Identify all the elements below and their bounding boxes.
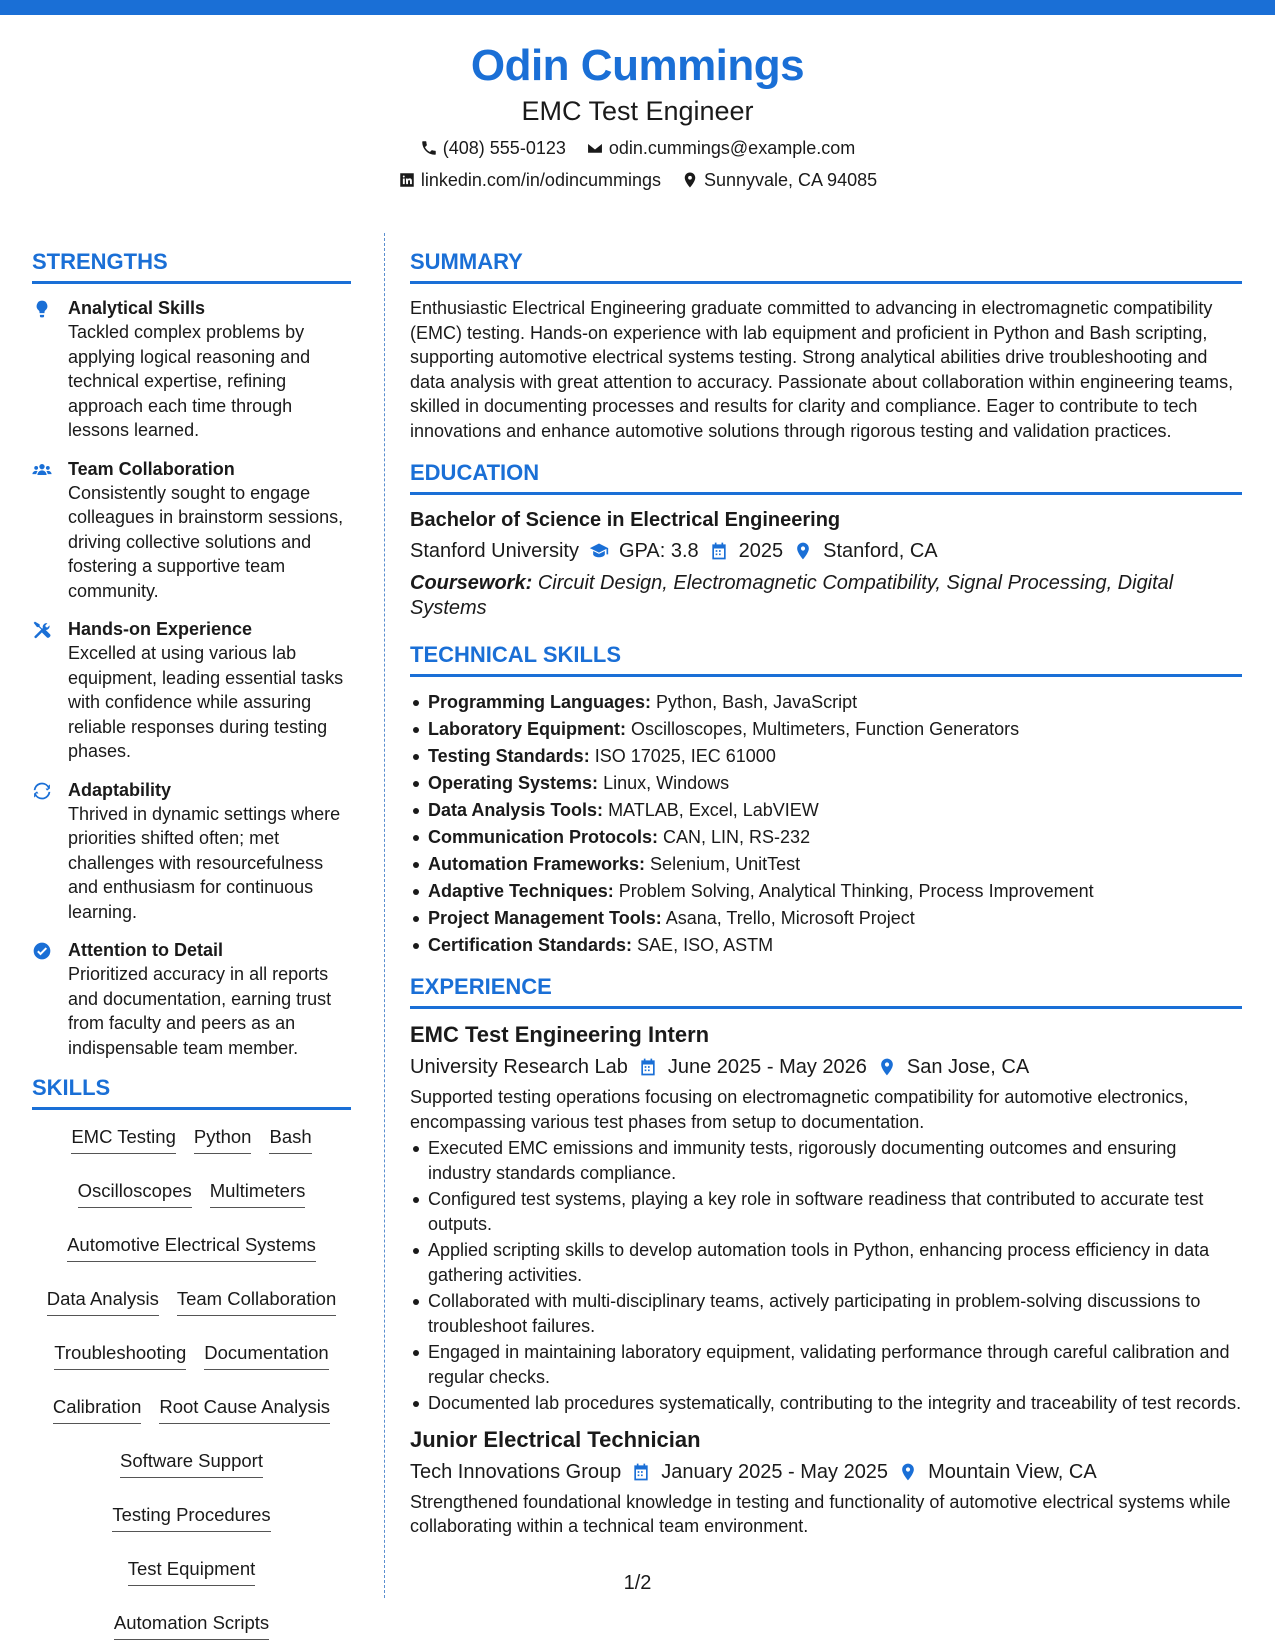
map-pin-icon	[877, 1057, 897, 1077]
skill-tag: Bash	[269, 1124, 311, 1154]
strength-item	[32, 457, 351, 604]
coursework	[410, 571, 1242, 621]
education-heading: EDUCATION	[410, 459, 1242, 495]
job-summary: Supported testing operations focusing on electromagnetic compatibility for automotive electronics, encompassing various test phases from setup to documentation.	[410, 1087, 1189, 1132]
map-pin-icon	[793, 541, 813, 561]
contact-row-2	[0, 168, 1275, 192]
strength-item	[32, 617, 351, 764]
list-item: Executed EMC emissions and immunity tests, rigorously documenting outcomes and ensuring industry standards compliance.	[410, 1136, 1242, 1185]
strength-desc: Excelled at using various lab equipment, leading essential tasks with confidence while assuring reliable responses during testing phases.	[68, 643, 344, 761]
graduation-cap-icon	[589, 541, 609, 561]
graduation-year: 2025	[738, 540, 784, 562]
skill-tag: EMC Testing	[71, 1124, 176, 1154]
skill-tag: Python	[194, 1124, 252, 1154]
job-dates: January 2025 - May 2025	[661, 1460, 889, 1483]
list-item: Documented lab procedures systematically, contributing to the integrity and traceability of test records.	[410, 1391, 1242, 1416]
tech-skill-value: SAE, ISO, ASTM	[637, 935, 774, 955]
tech-skill-label: Project Management Tools:	[428, 908, 662, 928]
skill-tag: Software Support	[120, 1448, 263, 1478]
strength-title: Hands-on Experience	[68, 619, 253, 639]
tech-skill-label: Automation Frameworks:	[428, 854, 646, 874]
left-column	[32, 248, 351, 1640]
candidate-role: EMC Test Engineer	[521, 96, 754, 126]
list-item	[410, 851, 1242, 878]
school-name: Stanford University	[410, 540, 579, 562]
strength-desc: Thrived in dynamic settings where priorities shifted often; met challenges with resourcefulness and enthusiasm for continuous learning.	[68, 803, 341, 922]
list-item: Engaged in maintaining laboratory equipment, validating performance through careful calibration and regular checks.	[410, 1340, 1242, 1389]
list-item	[410, 932, 1242, 959]
strength-item	[32, 296, 351, 443]
top-accent-bar	[0, 0, 1275, 15]
company-name: Tech Innovations Group	[410, 1460, 622, 1483]
envelope-icon	[586, 139, 604, 157]
list-item	[410, 716, 1242, 743]
map-pin-icon	[898, 1462, 918, 1482]
technical-skills-list	[410, 689, 1242, 959]
job-meta	[410, 1053, 1242, 1081]
skill-tag: Documentation	[204, 1340, 328, 1370]
tech-skill-label: Programming Languages:	[428, 692, 652, 712]
users-icon	[32, 460, 52, 480]
phone-icon	[420, 139, 438, 157]
skill-tag: Calibration	[53, 1394, 141, 1424]
tech-skill-value: Problem Solving, Analytical Thinking, Process Improvement	[618, 881, 1094, 901]
candidate-name: Odin Cummings	[470, 41, 805, 90]
phone-contact[interactable]	[420, 136, 566, 160]
list-item	[410, 824, 1242, 851]
skill-tag: Oscilloscopes	[78, 1178, 192, 1208]
job-bullets	[410, 1136, 1242, 1416]
tech-skill-label: Certification Standards:	[428, 935, 633, 955]
skill-tag: Troubleshooting	[54, 1340, 186, 1370]
tech-skill-label: Data Analysis Tools:	[428, 800, 604, 820]
list-item	[410, 689, 1242, 716]
skill-tag: Multimeters	[210, 1178, 306, 1208]
resume-header	[0, 40, 1275, 192]
summary-text: Enthusiastic Electrical Engineering graduate committed to advancing in electromagnetic compatibility (EMC) testing. Hands-on experience with lab equipment and proficient in Python and Bash scripting, supporting automotive electrical systems testing. Strong analytical abilities drive troubleshooting and data analysis with great attention to accuracy. Passionate about collaboration within engineering teams, skilled in documenting processes and results for clarity and compliance. Eager to contribute to tech innovations and enhance automotive solutions through rigorous testing and validation practices.	[410, 298, 1234, 441]
job-dates: June 2025 - May 2026	[667, 1056, 867, 1078]
tech-skill-value: ISO 17025, IEC 61000	[594, 746, 776, 766]
skill-tag: Automation Scripts	[114, 1610, 269, 1640]
tools-icon	[32, 620, 52, 640]
job-entry	[410, 1426, 1242, 1539]
job-summary: Strengthened foundational knowledge in testing and functionality of automotive electrical systems while collaborating within a technical team environment.	[410, 1491, 1231, 1536]
strengths-list	[32, 296, 351, 1060]
skill-tag: Testing Procedures	[112, 1502, 270, 1532]
list-item: Collaborated with multi-disciplinary teams, actively participating in problem-solving discussions to troubleshoot failures.	[410, 1289, 1242, 1338]
tech-skill-label: Laboratory Equipment:	[428, 719, 627, 739]
check-circle-icon	[32, 941, 52, 961]
calendar-icon	[709, 541, 729, 561]
job-title: EMC Test Engineering Intern	[410, 1022, 710, 1047]
education-meta	[410, 537, 1242, 565]
job-title: Junior Electrical Technician	[410, 1426, 701, 1452]
tech-skill-label: Testing Standards:	[428, 746, 590, 766]
list-item: Applied scripting skills to develop automation tools in Python, enhancing process efficiency in data gathering activities.	[410, 1238, 1242, 1287]
linkedin-text: linkedin.com/in/odincummings	[420, 170, 661, 190]
strength-title: Attention to Detail	[68, 940, 223, 960]
sync-icon	[32, 781, 52, 801]
list-item: Configured test systems, playing a key role in software readiness that contributed to accurate test outputs.	[410, 1187, 1242, 1236]
strength-title: Team Collaboration	[68, 458, 235, 479]
job-location: San Jose, CA	[906, 1056, 1030, 1078]
email-contact[interactable]	[586, 136, 855, 160]
skill-tag: Test Equipment	[128, 1556, 256, 1586]
job-meta	[410, 1458, 1242, 1486]
location-contact	[681, 168, 877, 192]
strength-desc: Prioritized accuracy in all reports and documentation, earning trust from faculty and peers as an indispensable team member.	[68, 964, 332, 1058]
tech-skill-value: Linux, Windows	[603, 773, 730, 793]
tech-skill-value: Asana, Trello, Microsoft Project	[665, 908, 915, 928]
right-column	[410, 248, 1242, 1539]
list-item	[410, 905, 1242, 932]
location-text: Sunnyvale, CA 94085	[703, 170, 878, 190]
linkedin-contact[interactable]	[398, 168, 661, 192]
lightbulb-icon	[32, 299, 52, 319]
tech-skill-value: CAN, LIN, RS-232	[663, 827, 811, 847]
strength-item	[32, 778, 351, 925]
tech-skill-value: MATLAB, Excel, LabVIEW	[608, 800, 819, 820]
calendar-icon	[638, 1057, 658, 1077]
page-number: 1/2	[623, 1572, 652, 1594]
experience-heading: EXPERIENCE	[410, 973, 1242, 1009]
gpa-text: GPA: 3.8	[618, 540, 699, 562]
tech-skill-label: Adaptive Techniques:	[428, 881, 614, 901]
skill-tag: Team Collaboration	[177, 1286, 336, 1316]
phone-text: (408) 555-0123	[442, 138, 566, 158]
strength-item	[32, 938, 351, 1060]
technical-skills-heading: TECHNICAL SKILLS	[410, 641, 1242, 677]
coursework-list: Circuit Design, Electromagnetic Compatibility, Signal Processing, Digital Systems	[410, 572, 1174, 619]
skills-heading: SKILLS	[32, 1074, 351, 1110]
tech-skill-label: Communication Protocols:	[428, 827, 659, 847]
list-item	[410, 743, 1242, 770]
column-divider	[384, 233, 385, 1598]
summary-heading: SUMMARY	[410, 248, 1242, 284]
skill-tag: Data Analysis	[47, 1286, 159, 1316]
tech-skill-value: Selenium, UnitTest	[650, 854, 801, 874]
list-item	[410, 878, 1242, 905]
list-item	[410, 797, 1242, 824]
company-name: University Research Lab	[410, 1056, 628, 1078]
linkedin-icon	[398, 171, 416, 189]
degree-title: Bachelor of Science in Electrical Engineering	[410, 509, 841, 531]
email-text: odin.cummings@example.com	[608, 138, 856, 158]
job-location: Mountain View, CA	[928, 1460, 1097, 1483]
strength-title: Analytical Skills	[68, 298, 206, 318]
calendar-icon	[631, 1462, 651, 1482]
skill-tag: Automotive Electrical Systems	[67, 1232, 316, 1262]
tech-skill-value: Oscilloscopes, Multimeters, Function Generators	[631, 719, 1020, 739]
list-item	[410, 770, 1242, 797]
tech-skill-label: Operating Systems:	[428, 773, 599, 793]
skills-list	[32, 1122, 351, 1640]
job-entry	[410, 1021, 1242, 1416]
skill-tag: Root Cause Analysis	[159, 1394, 330, 1424]
contact-row-1	[0, 136, 1275, 160]
coursework-label: Coursework:	[410, 572, 533, 594]
strength-desc: Tackled complex problems by applying logical reasoning and technical expertise, refining approach each time through lessons learned.	[68, 322, 311, 440]
strength-title: Adaptability	[68, 779, 172, 800]
strength-desc: Consistently sought to engage colleagues in brainstorm sessions, driving collective solutions and fostering a supportive team community.	[68, 482, 344, 601]
strengths-heading: STRENGTHS	[32, 248, 351, 284]
tech-skill-value: Python, Bash, JavaScript	[656, 692, 858, 712]
map-pin-icon	[681, 171, 699, 189]
school-location: Stanford, CA	[823, 540, 938, 562]
